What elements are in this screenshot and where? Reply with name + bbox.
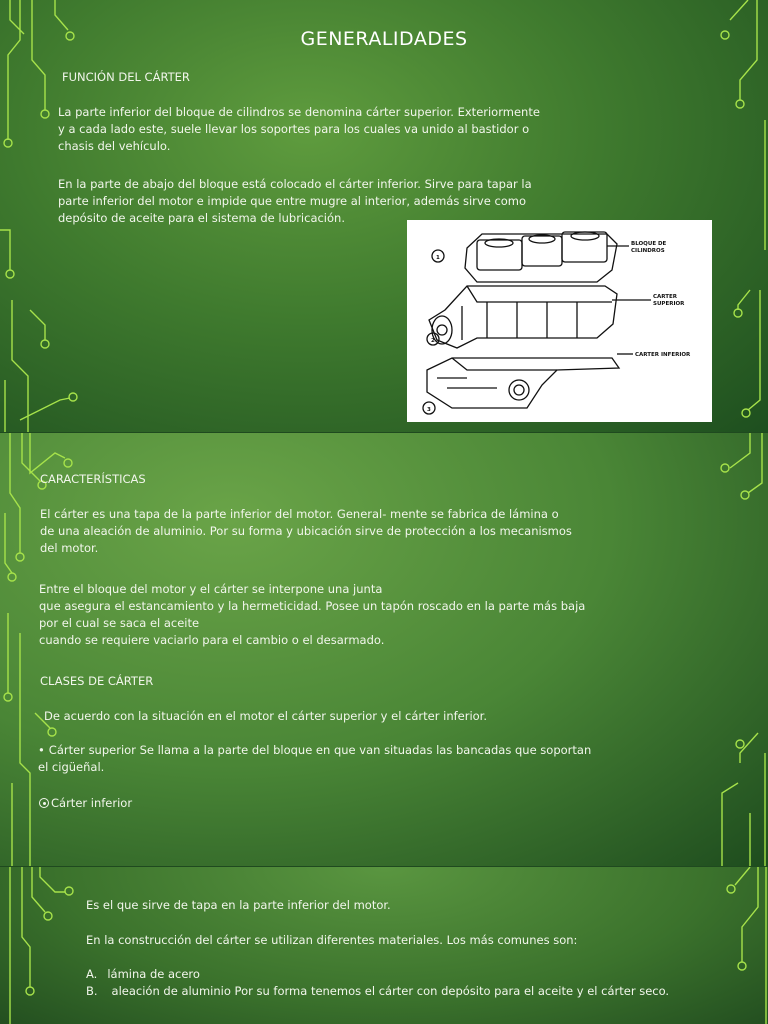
label-superior-line1: CARTER (653, 294, 678, 300)
label-bloque-line1: BLOQUE DE (631, 241, 667, 247)
paragraph-1 (58, 104, 540, 155)
paragraph-clases: De acuerdo con la situación en el motor el cárter superior y el cárter inferior. (44, 709, 488, 723)
bullet-dot: • (38, 743, 45, 757)
heading-clases: CLASES DE CÁRTER (40, 674, 154, 688)
diagram-number-2: 2 (431, 338, 435, 344)
text-line: Cárter inferior (51, 796, 133, 810)
list-item-b (86, 983, 669, 1000)
list-item-text: lámina de acero (107, 967, 200, 981)
label-superior-line2: SUPERIOR (653, 301, 685, 307)
text-line: que asegura el estancamiento y la hermeticidad. Posee un tapón roscado en la parte más baja (39, 599, 586, 613)
slide-2 (0, 433, 768, 866)
heading-funcion: FUNCIÓN DEL CÁRTER (62, 70, 190, 84)
list-item-a (86, 966, 200, 983)
text-line: por el cual se saca el aceite (39, 616, 200, 630)
paragraph-caracteristicas-1 (40, 506, 572, 557)
paragraph-caracteristicas-2 (39, 581, 585, 649)
paragraph-tapa: Es el que sirve de tapa en la parte inferior del motor. (86, 898, 391, 912)
list-marker: A. (86, 967, 98, 981)
slide-1 (0, 0, 768, 432)
engine-diagram-svg (407, 220, 712, 422)
radio-bullet-icon (39, 798, 49, 808)
paragraph-materiales: En la construcción del cárter se utilizan diferentes materiales. Los más comunes son: (86, 933, 578, 947)
bullet-carter-superior (38, 742, 591, 776)
diagram-number-3: 3 (427, 407, 431, 413)
text-line: el cigüeñal. (38, 760, 105, 774)
heading-caracteristicas: CARACTERÍSTICAS (40, 472, 146, 486)
text-line: El cárter es una tapa de la parte inferior del motor. General- mente se fabrica de lámina o (40, 507, 559, 521)
text-line: cuando se requiere vaciarlo para el cambio o el desarmado. (39, 633, 385, 647)
text-line: de una aleación de aluminio. Por su forma y ubicación sirve de protección a los mecanismos (40, 524, 572, 538)
text-line: del motor. (40, 541, 99, 555)
diagram-number-1: 1 (436, 255, 440, 261)
text-line: En la parte de abajo del bloque está colocado el cárter inferior. Sirve para tapar la (58, 177, 532, 191)
text-line: Cárter superior Se llama a la parte del bloque en que van situadas las bancadas que soportan (48, 743, 592, 757)
text-line: depósito de aceite para el sistema de lubricación. (58, 211, 345, 225)
text-line: y a cada lado este, suele llevar los soportes para los cuales va unido al bastidor o (58, 122, 530, 136)
text-line: La parte inferior del bloque de cilindros se denomina cárter superior. Exteriormente (58, 105, 540, 119)
text-line: parte inferior del motor e impide que entre mugre al interior, además sirve como (58, 194, 527, 208)
label-inferior: CARTER INFERIOR (635, 352, 691, 358)
slide-3 (0, 867, 768, 1024)
list-marker: B. (86, 984, 98, 998)
bullet-carter-inferior (39, 795, 132, 812)
list-item-text: aleación de aluminio Por su forma tenemos el cárter con depósito para el aceite y el cárter seco. (111, 984, 670, 998)
engine-block-diagram (407, 220, 712, 422)
text-line: chasis del vehículo. (58, 139, 171, 153)
slide-title: GENERALIDADES (300, 28, 468, 50)
text-line: Entre el bloque del motor y el cárter se interpone una junta (39, 582, 383, 596)
label-bloque-line2: CILINDROS (631, 248, 665, 254)
